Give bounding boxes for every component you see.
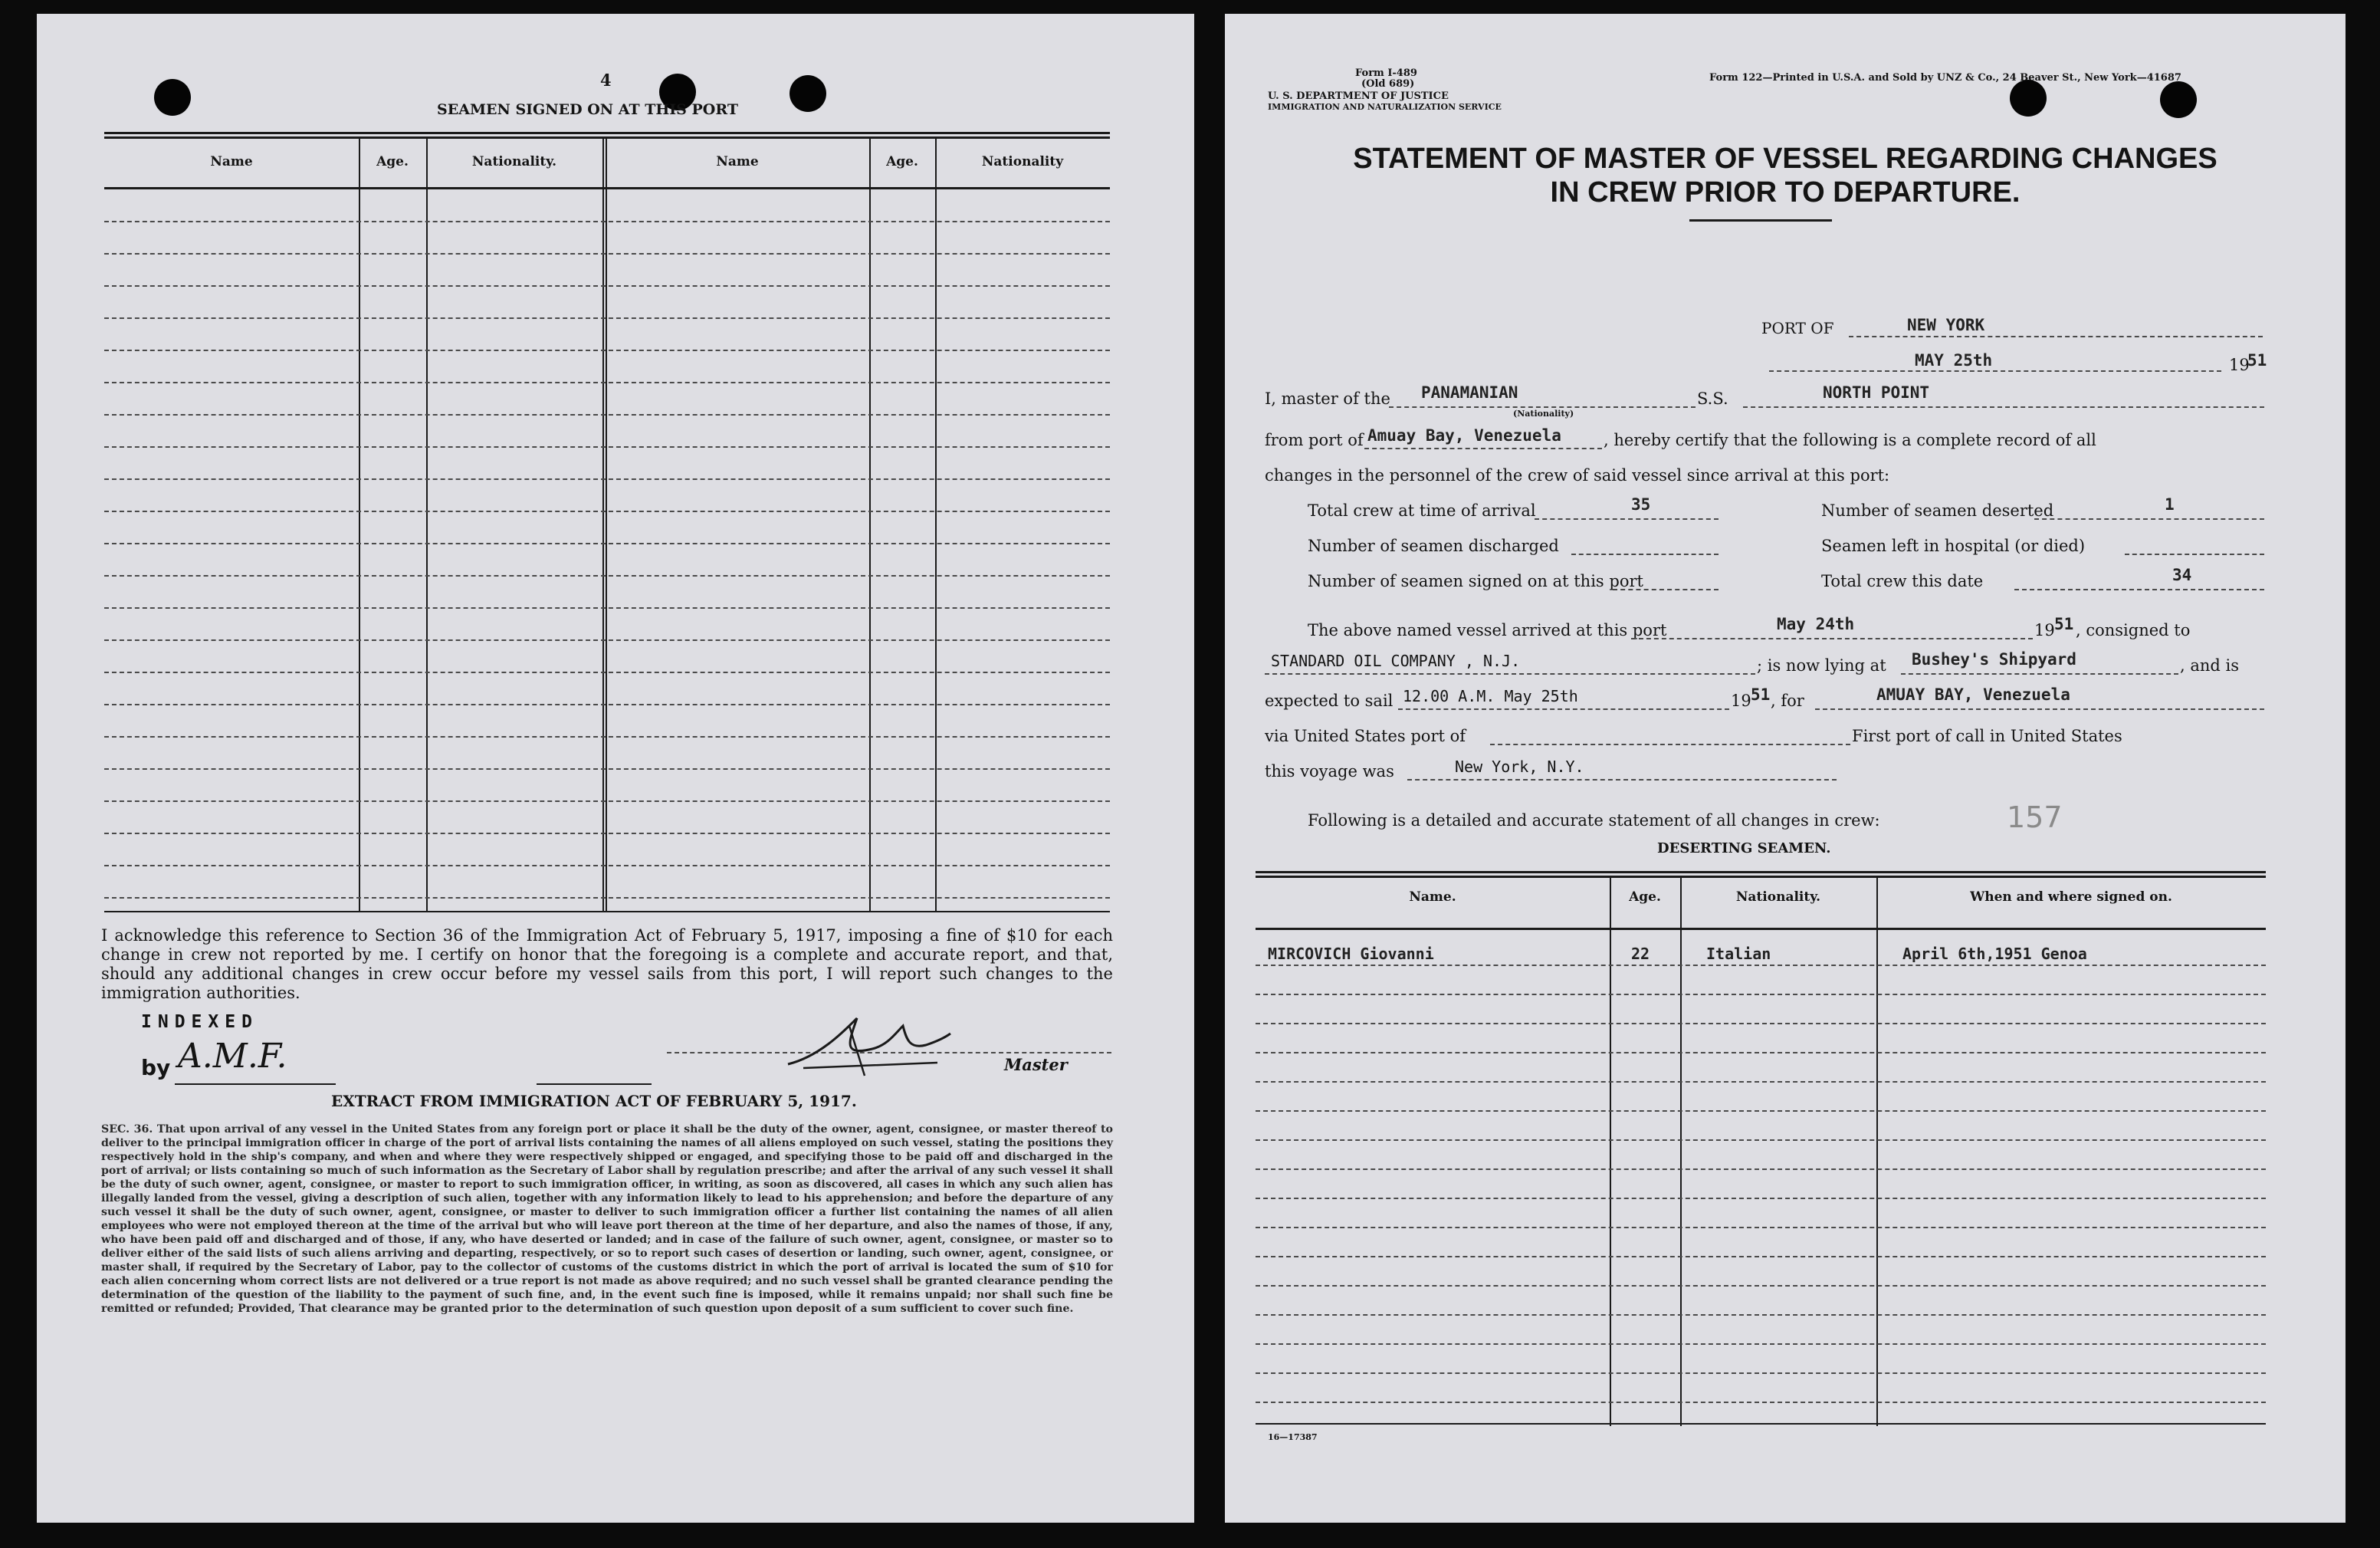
date-value: MAY 25th: [1915, 351, 1993, 370]
col-name: Name.: [1409, 889, 1456, 905]
master-signature: [773, 1003, 957, 1087]
table-row-line: [1256, 1372, 2266, 1374]
from-port-label: from port of: [1265, 431, 1364, 449]
ss-label: S.S.: [1697, 389, 1728, 408]
total-crew-date-label: Total crew this date: [1821, 572, 1984, 590]
for-label: , for: [1771, 692, 1804, 710]
service: IMMIGRATION AND NATURALIZATION SERVICE: [1268, 102, 1502, 112]
port-of-label: PORT OF: [1761, 319, 1834, 337]
col-signed-on: When and where signed on.: [1970, 889, 2172, 905]
col-nationality-2: Nationality: [981, 154, 1064, 169]
indexed-initials: A.M.F.: [178, 1037, 287, 1076]
sail-year: 51: [1751, 685, 1771, 704]
via-label: via United States port of: [1265, 727, 1466, 745]
master-of-label: I, master of the: [1265, 389, 1390, 408]
nationality-value: PANAMANIAN: [1421, 383, 1518, 402]
table-row-line: [104, 672, 1110, 673]
table-row-line: [1256, 1256, 2266, 1257]
col-name-2: Name: [716, 154, 759, 169]
arrived-year-prefix: 19: [2034, 621, 2055, 639]
punch-hole: [2010, 80, 2047, 117]
extract-title: EXTRACT FROM IMMIGRATION ACT OF FEBRUARY 5, 1917.: [331, 1092, 857, 1110]
table-row-line: [104, 511, 1110, 512]
lying-value: Bushey's Shipyard: [1912, 650, 2076, 669]
department: U. S. DEPARTMENT OF JUSTICE: [1268, 90, 1449, 102]
table-row-line: [1256, 1402, 2266, 1403]
port-of-value: NEW YORK: [1907, 316, 1985, 334]
table-row-line: [104, 639, 1110, 641]
total-crew-date-value: 34: [2172, 566, 2192, 584]
year-prefix: 19: [2229, 356, 2250, 374]
table-row-line: [104, 350, 1110, 351]
table-row-line: [104, 446, 1110, 448]
form-number: Form I-489: [1355, 67, 1417, 79]
punch-hole: [154, 79, 191, 116]
page-number: 4: [600, 71, 612, 90]
printer-note: Form 122—Printed in U.S.A. and Sold by UNZ & Co., 24 Beaver St., New York—41687: [1709, 72, 2181, 84]
table-row-line: [1256, 1139, 2266, 1141]
section-title: SEAMEN SIGNED ON AT THIS PORT: [437, 101, 738, 118]
following-text: Following is a detailed and accurate statement of all changes in crew:: [1308, 811, 1880, 830]
col-age: Age.: [1629, 889, 1661, 905]
voyage-label: this voyage was: [1265, 762, 1394, 781]
table-row-line: [104, 543, 1110, 544]
arrived-value: May 24th: [1777, 615, 1855, 633]
form-old-number: (Old 689): [1361, 78, 1415, 90]
arrived-year: 51: [2054, 615, 2074, 633]
deserter-name: MIRCOVICH Giovanni: [1268, 945, 1434, 963]
discharged-label: Number of seamen discharged: [1308, 537, 1559, 555]
deserting-title: DESERTING SEAMEN.: [1657, 840, 1831, 856]
punch-hole: [2160, 81, 2197, 118]
table-row-line: [104, 704, 1110, 705]
table-row-line: [1256, 1168, 2266, 1170]
lying-label: ; is now lying at: [1757, 656, 1886, 675]
table-row-line: [104, 865, 1110, 866]
table-row-line: [104, 382, 1110, 383]
table-row-line: [104, 768, 1110, 770]
form-title-line1: STATEMENT OF MASTER OF VESSEL REGARDING CHANGES: [1353, 143, 2218, 175]
col-nationality: Nationality.: [1735, 889, 1821, 905]
voyage-value: New York, N.Y.: [1455, 758, 1584, 776]
indexed-by-label: by: [141, 1055, 171, 1080]
table-row-line: [1256, 1052, 2266, 1053]
extract-text: SEC. 36. That upon arrival of any vessel in the United States from any foreign port or place it shall be the duty of the owner, agent, consignee, or master thereof to deliver to the principal immigration officer in charge of the port of arrival lists containing the names of all aliens employed on such vessel, stating the positions they respectively hold in the ship's company, and when and where they were respectively shipped or engaged, and specifying those to be paid off and discharged in the port of arrival; or lists containing so much of such information as the Secretary of Labor shall by regulation prescribe; and after the arrival of any such vessel it shall be the duty of such owner, agent, consignee, or master to report to such immigration officer, in writing, as soon as discovered, all cases in which any such alien has illegally landed from the vessel, giving a description of such alien, together with any information likely to lead to his apprehension; and before the departure of any such vessel it shall be the duty of such owner, agent, consignee, or master to deliver to such immigration officer a further list containing the names of all alien employees who were not employed thereon at the time of the arrival but who will leave port thereon at the time of her departure, and also the names of those, if any, who have been paid off and discharged and of those, if any, who have deserted or landed; and in case of the failure of such owner, agent, consignee, or master so to deliver either of the said lists of such aliens arriving and departing, respectively, or so to report such cases of desertion or landing, such owner, agent, consignee, or master shall, if required by the Secretary of Labor, pay to the collector of customs of the customs district in which the port of arrival is located the sum of $10 for each alien concerning whom correct lists are not delivered or a true report is not made as above required; and no such vessel shall be granted clearance pending the determination of the question of the liability to the payment of such fine, and, in the event such fine is imposed, while it remains unpaid; nor shall such fine be remitted or refunded; Provided, That clearance may be granted prior to the determination of such question upon deposit of a sum sufficient to cover such fine.: [101, 1123, 1113, 1315]
table-row-line: [104, 478, 1110, 480]
col-name: Name: [210, 154, 253, 169]
table-row-line: [104, 607, 1110, 609]
table-row-line: [1256, 994, 2266, 995]
table-row-line: [1256, 965, 2266, 966]
table-row-line: [104, 317, 1110, 319]
changes-text: changes in the personnel of the crew of said vessel since arrival at this port:: [1265, 466, 1890, 485]
col-nationality: Nationality.: [471, 154, 557, 169]
table-row-line: [1256, 1023, 2266, 1024]
table-row-line: [104, 800, 1110, 802]
right-page: [1225, 14, 2346, 1523]
hospital-label: Seamen left in hospital (or died): [1821, 537, 2086, 555]
left-page: [37, 14, 1194, 1523]
deserter-age: 22: [1631, 945, 1650, 963]
deserted-label: Number of seamen deserted: [1821, 501, 2054, 520]
indexed-stamp: INDEXED: [141, 1012, 258, 1032]
deserter-signed-on: April 6th,1951 Genoa: [1902, 945, 2087, 963]
sail-year-prefix: 19: [1731, 692, 1751, 710]
col-age: Age.: [376, 154, 409, 169]
table-row-line: [1256, 1343, 2266, 1345]
consignee-value: STANDARD OIL COMPANY , N.J.: [1271, 652, 1521, 670]
expected-label: expected to sail: [1265, 692, 1394, 710]
table-row-line: [1256, 1081, 2266, 1083]
first-port-label: First port of call in United States: [1852, 727, 2122, 745]
total-crew-arrival-label: Total crew at time of arrival: [1308, 501, 1536, 520]
consigned-label: , consigned to: [2076, 621, 2191, 639]
table-row-line: [1256, 1110, 2266, 1112]
table-row-line: [104, 575, 1110, 577]
punch-hole: [790, 75, 826, 112]
table-row-line: [104, 897, 1110, 899]
deserted-value: 1: [2165, 495, 2175, 514]
table-row-line: [104, 833, 1110, 834]
vessel-name: NORTH POINT: [1823, 383, 1930, 402]
table-row-line: [104, 736, 1110, 738]
col-age-2: Age.: [886, 154, 918, 169]
form-title-line2: IN CREW PRIOR TO DEPARTURE.: [1550, 176, 2021, 209]
signed-on-label: Number of seamen signed on at this port: [1308, 572, 1643, 590]
table-row-line: [1256, 1198, 2266, 1199]
table-row-line: [104, 285, 1110, 287]
table-row-line: [1256, 1285, 2266, 1287]
table-row-line: [1256, 1227, 2266, 1228]
table-row-line: [104, 221, 1110, 222]
for-value: AMUAY BAY, Venezuela: [1876, 685, 2070, 704]
certification-text: I acknowledge this reference to Section 36 of the Immigration Act of February 5, 1917, imposing a fine of $10 for each change in crew not reported by me. I certify on honor that the foregoing is a complete and accurate report, and that, should any additional changes in crew occur before my vessel sails from this port, I will report such changes to the immigration authorities.: [101, 926, 1113, 1002]
certify-text: , hereby certify that the following is a complete record of all: [1604, 431, 2096, 449]
year-value: 51: [2247, 351, 2267, 370]
master-label: Master: [1004, 1055, 1068, 1074]
nationality-caption: (Nationality): [1513, 409, 1574, 419]
table-row-line: [1256, 1314, 2266, 1316]
total-crew-arrival-value: 35: [1631, 495, 1651, 514]
arrived-label: The above named vessel arrived at this port: [1308, 621, 1667, 639]
table-row-line: [104, 253, 1110, 255]
table-row-line: [104, 414, 1110, 416]
penciled-number: 157: [2007, 800, 2063, 834]
and-is: , and is: [2180, 656, 2240, 675]
deserter-nationality: Italian: [1706, 945, 1771, 963]
footer-code: 16—17387: [1268, 1432, 1318, 1442]
from-port-value: Amuay Bay, Venezuela: [1367, 426, 1561, 445]
expected-value: 12.00 A.M. May 25th: [1403, 687, 1578, 705]
